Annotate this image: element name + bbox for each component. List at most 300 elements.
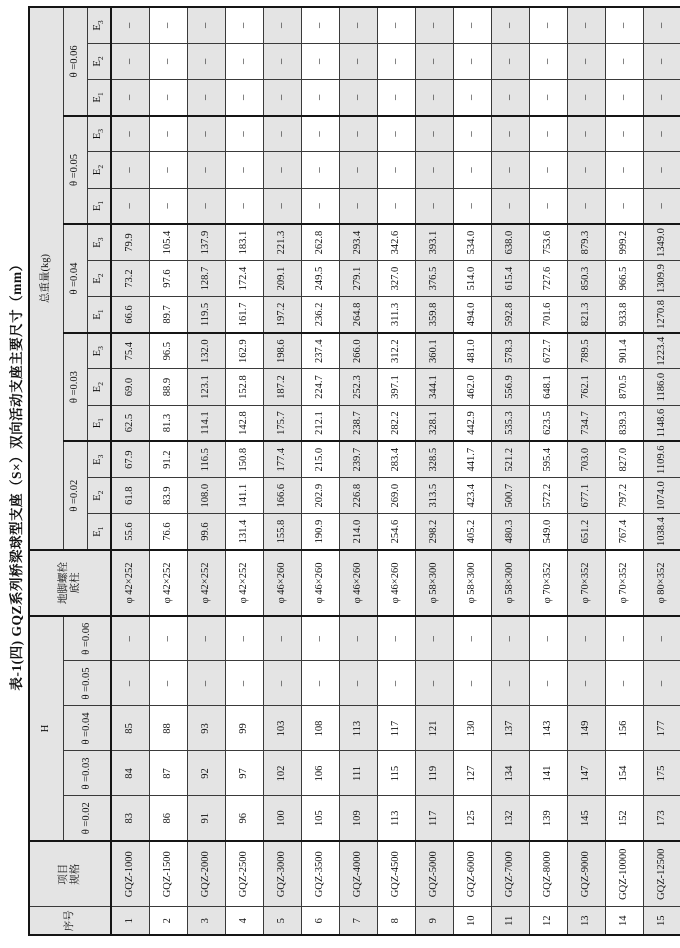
weight-value-cell: 549.0	[529, 514, 567, 550]
weight-value-cell: 269.0	[377, 478, 415, 514]
weight-value-cell: 99.6	[187, 514, 225, 550]
weight-value-cell: –	[643, 80, 680, 116]
weight-value-cell: 592.8	[491, 297, 529, 333]
table-row	[415, 7, 453, 935]
h-value-cell: –	[377, 616, 415, 661]
h-value-cell: 121	[415, 706, 453, 751]
weight-value-cell: 108.0	[187, 478, 225, 514]
weight-value-cell: 190.9	[301, 514, 339, 550]
weight-value-cell: 572.2	[529, 478, 567, 514]
weight-value-cell: –	[529, 80, 567, 116]
weight-value-cell: 360.1	[415, 333, 453, 369]
weight-value-cell: 839.3	[605, 405, 643, 441]
weight-value-cell: 933.8	[605, 297, 643, 333]
header-row-theta	[63, 7, 87, 935]
serial-cell: 3	[187, 907, 225, 935]
weight-value-cell: –	[111, 116, 149, 152]
spec-table	[28, 6, 680, 936]
weight-value-cell: 727.6	[529, 260, 567, 296]
weight-value-cell: 75.4	[111, 333, 149, 369]
col-header-weight-group: 总重量(kg)	[29, 7, 63, 550]
weight-value-cell: 105.4	[149, 224, 187, 260]
weight-value-cell: 249.5	[301, 260, 339, 296]
col-header-e2: $E_2$	[87, 152, 111, 188]
weight-value-cell: 672.7	[529, 333, 567, 369]
h-value-cell: 88	[149, 706, 187, 751]
weight-value-cell: –	[339, 43, 377, 79]
bolt-cell: φ 42×252	[187, 550, 225, 616]
weight-value-cell: –	[415, 43, 453, 79]
weight-value-cell: –	[111, 188, 149, 224]
weight-value-cell: –	[187, 188, 225, 224]
weight-value-cell: –	[301, 116, 339, 152]
weight-value-cell: –	[491, 152, 529, 188]
weight-value-cell: –	[643, 116, 680, 152]
weight-value-cell: 172.4	[225, 260, 263, 296]
bolt-cell: φ 70×352	[605, 550, 643, 616]
weight-value-cell: 61.8	[111, 478, 149, 514]
spec-cell: GQZ-9000	[567, 841, 605, 907]
h-value-cell: 173	[643, 796, 680, 841]
weight-value-cell: 187.2	[263, 369, 301, 405]
h-value-cell: –	[643, 661, 680, 706]
weight-value-cell: –	[225, 7, 263, 43]
col-header-e1: $E_1$	[87, 405, 111, 441]
weight-value-cell: –	[263, 188, 301, 224]
weight-value-cell: 311.3	[377, 297, 415, 333]
serial-cell: 10	[453, 907, 491, 935]
weight-value-cell: 238.7	[339, 405, 377, 441]
weight-value-cell: 67.9	[111, 441, 149, 477]
weight-value-cell: –	[301, 188, 339, 224]
weight-value-cell: 1148.6	[643, 405, 680, 441]
h-value-cell: 154	[605, 751, 643, 796]
weight-value-cell: 535.3	[491, 405, 529, 441]
weight-value-cell: 623.5	[529, 405, 567, 441]
weight-value-cell: 514.0	[453, 260, 491, 296]
weight-value-cell: –	[567, 43, 605, 79]
col-header-h-theta: θ =0.03	[63, 751, 111, 796]
weight-value-cell: –	[339, 80, 377, 116]
weight-value-cell: –	[263, 152, 301, 188]
h-value-cell: 86	[149, 796, 187, 841]
h-value-cell: –	[225, 616, 263, 661]
weight-value-cell: 141.1	[225, 478, 263, 514]
weight-value-cell: –	[529, 116, 567, 152]
h-value-cell: 137	[491, 706, 529, 751]
weight-value-cell: 239.7	[339, 441, 377, 477]
table-row	[225, 7, 263, 935]
weight-value-cell: 442.9	[453, 405, 491, 441]
weight-value-cell: 197.2	[263, 297, 301, 333]
weight-value-cell: –	[453, 7, 491, 43]
weight-value-cell: 162.9	[225, 333, 263, 369]
weight-value-cell: –	[187, 116, 225, 152]
bolt-cell: φ 46×260	[339, 550, 377, 616]
h-value-cell: –	[263, 661, 301, 706]
weight-value-cell: 870.5	[605, 369, 643, 405]
weight-value-cell: 254.6	[377, 514, 415, 550]
h-value-cell: –	[301, 616, 339, 661]
h-value-cell: –	[111, 661, 149, 706]
col-header-e1: $E_1$	[87, 80, 111, 116]
serial-cell: 9	[415, 907, 453, 935]
weight-value-cell: 342.6	[377, 224, 415, 260]
weight-value-cell: 155.8	[263, 514, 301, 550]
weight-value-cell: –	[301, 7, 339, 43]
weight-value-cell: 91.2	[149, 441, 187, 477]
col-header-spec: 项目 规格	[29, 841, 111, 907]
h-value-cell: –	[529, 661, 567, 706]
weight-value-cell: –	[339, 188, 377, 224]
weight-value-cell: 264.8	[339, 297, 377, 333]
h-value-cell: –	[339, 616, 377, 661]
weight-value-cell: 81.3	[149, 405, 187, 441]
serial-cell: 2	[149, 907, 187, 935]
weight-value-cell: –	[377, 152, 415, 188]
weight-value-cell: –	[415, 80, 453, 116]
spec-cell: GQZ-7000	[491, 841, 529, 907]
weight-value-cell: –	[149, 188, 187, 224]
table-title: 表-1(四) GQZ系列桥梁球型支座（S×）双向活动支座主要尺寸（mm）	[9, 257, 24, 691]
weight-value-cell: –	[605, 43, 643, 79]
weight-value-cell: –	[453, 152, 491, 188]
weight-value-cell: 879.3	[567, 224, 605, 260]
weight-value-cell: 161.7	[225, 297, 263, 333]
weight-value-cell: –	[111, 43, 149, 79]
weight-value-cell: 701.6	[529, 297, 567, 333]
h-value-cell: 113	[377, 796, 415, 841]
h-value-cell: 92	[187, 751, 225, 796]
weight-value-cell: –	[301, 80, 339, 116]
weight-value-cell: 279.1	[339, 260, 377, 296]
weight-value-cell: –	[643, 7, 680, 43]
weight-value-cell: –	[491, 116, 529, 152]
table-row	[301, 7, 339, 935]
weight-value-cell: 66.6	[111, 297, 149, 333]
h-value-cell: 93	[187, 706, 225, 751]
weight-value-cell: –	[415, 116, 453, 152]
h-value-cell: 147	[567, 751, 605, 796]
h-value-cell: 156	[605, 706, 643, 751]
table-row	[529, 7, 567, 935]
weight-value-cell: 236.2	[301, 297, 339, 333]
weight-value-cell: 638.0	[491, 224, 529, 260]
weight-value-cell: 298.2	[415, 514, 453, 550]
bolt-cell: φ 58×300	[453, 550, 491, 616]
h-value-cell: 125	[453, 796, 491, 841]
weight-value-cell: 677.1	[567, 478, 605, 514]
weight-value-cell: –	[453, 116, 491, 152]
weight-value-cell: 462.0	[453, 369, 491, 405]
weight-value-cell: –	[263, 7, 301, 43]
bolt-cell: φ 46×260	[377, 550, 415, 616]
weight-value-cell: 282.2	[377, 405, 415, 441]
table-row	[111, 7, 149, 935]
h-value-cell: 106	[301, 751, 339, 796]
col-header-h-theta: θ =0.04	[63, 706, 111, 751]
weight-value-cell: 166.6	[263, 478, 301, 514]
col-header-e1: $E_1$	[87, 297, 111, 333]
h-value-cell: 141	[529, 751, 567, 796]
weight-value-cell: 266.0	[339, 333, 377, 369]
h-value-cell: –	[415, 616, 453, 661]
weight-value-cell: –	[263, 116, 301, 152]
weight-value-cell: 762.1	[567, 369, 605, 405]
h-value-cell: 100	[263, 796, 301, 841]
weight-value-cell: –	[187, 7, 225, 43]
h-value-cell: –	[263, 616, 301, 661]
col-header-e1: $E_1$	[87, 514, 111, 550]
weight-value-cell: 1038.4	[643, 514, 680, 550]
bolt-cell: φ 70×352	[567, 550, 605, 616]
weight-value-cell: –	[491, 7, 529, 43]
weight-value-cell: 556.9	[491, 369, 529, 405]
weight-value-cell: 328.1	[415, 405, 453, 441]
h-value-cell: –	[453, 661, 491, 706]
serial-cell: 11	[491, 907, 529, 935]
weight-value-cell: 152.8	[225, 369, 263, 405]
bolt-cell: φ 58×300	[491, 550, 529, 616]
weight-value-cell: –	[339, 7, 377, 43]
col-header-h-theta: θ =0.02	[63, 796, 111, 841]
table-header	[29, 7, 111, 935]
weight-value-cell: 313.5	[415, 478, 453, 514]
weight-value-cell: –	[529, 43, 567, 79]
weight-value-cell: 578.3	[491, 333, 529, 369]
weight-value-cell: –	[567, 152, 605, 188]
weight-value-cell: 183.1	[225, 224, 263, 260]
table-row	[643, 7, 680, 935]
col-header-e2: $E_2$	[87, 260, 111, 296]
weight-value-cell: 283.4	[377, 441, 415, 477]
weight-value-cell: 376.5	[415, 260, 453, 296]
weight-value-cell: 226.8	[339, 478, 377, 514]
weight-value-cell: 97.6	[149, 260, 187, 296]
weight-value-cell: 237.4	[301, 333, 339, 369]
spec-cell: GQZ-8000	[529, 841, 567, 907]
h-value-cell: 87	[149, 751, 187, 796]
col-header-h-theta: θ =0.05	[63, 661, 111, 706]
weight-value-cell: –	[529, 188, 567, 224]
table-row	[187, 7, 225, 935]
weight-value-cell: 648.1	[529, 369, 567, 405]
weight-value-cell: 1270.8	[643, 297, 680, 333]
h-value-cell: 149	[567, 706, 605, 751]
weight-value-cell: 128.7	[187, 260, 225, 296]
serial-cell: 14	[605, 907, 643, 935]
table-body	[111, 7, 680, 935]
col-header-serial: 序号	[29, 907, 111, 935]
weight-value-cell: –	[377, 7, 415, 43]
h-value-cell: 111	[339, 751, 377, 796]
weight-value-cell: –	[605, 152, 643, 188]
weight-value-cell: 142.8	[225, 405, 263, 441]
weight-value-cell: 114.1	[187, 405, 225, 441]
bolt-cell: φ 58×300	[415, 550, 453, 616]
spec-cell: GQZ-2000	[187, 841, 225, 907]
col-header-e3: $E_3$	[87, 7, 111, 43]
spec-cell: GQZ-10000	[605, 841, 643, 907]
h-value-cell: –	[453, 616, 491, 661]
h-value-cell: 175	[643, 751, 680, 796]
weight-value-cell: 500.7	[491, 478, 529, 514]
spec-cell: GQZ-3500	[301, 841, 339, 907]
weight-value-cell: 797.2	[605, 478, 643, 514]
weight-value-cell: 1349.0	[643, 224, 680, 260]
header-row-groups	[29, 7, 63, 935]
weight-value-cell: 734.7	[567, 405, 605, 441]
h-value-cell: 83	[111, 796, 149, 841]
h-value-cell: 108	[301, 706, 339, 751]
spec-cell: GQZ-3000	[263, 841, 301, 907]
weight-value-cell: 224.7	[301, 369, 339, 405]
weight-value-cell: –	[491, 43, 529, 79]
h-value-cell: 102	[263, 751, 301, 796]
weight-value-cell: –	[111, 80, 149, 116]
bolt-cell: φ 80×352	[643, 550, 680, 616]
h-value-cell: –	[187, 616, 225, 661]
weight-value-cell: 123.1	[187, 369, 225, 405]
weight-value-cell: 252.3	[339, 369, 377, 405]
col-header-bolt: 地脚螺栓 底柱	[29, 550, 111, 616]
weight-value-cell: 76.6	[149, 514, 187, 550]
col-header-h-group: H	[29, 616, 63, 841]
weight-value-cell: –	[377, 188, 415, 224]
serial-cell: 12	[529, 907, 567, 935]
weight-value-cell: –	[263, 80, 301, 116]
serial-cell: 5	[263, 907, 301, 935]
weight-value-cell: –	[149, 7, 187, 43]
weight-value-cell: 423.4	[453, 478, 491, 514]
weight-value-cell: 214.0	[339, 514, 377, 550]
weight-value-cell: 96.5	[149, 333, 187, 369]
weight-value-cell: 595.4	[529, 441, 567, 477]
bolt-cell: φ 42×252	[225, 550, 263, 616]
col-header-e2: $E_2$	[87, 43, 111, 79]
weight-value-cell: –	[567, 116, 605, 152]
h-value-cell: –	[643, 616, 680, 661]
h-value-cell: –	[491, 661, 529, 706]
weight-value-cell: –	[339, 116, 377, 152]
h-value-cell: 152	[605, 796, 643, 841]
weight-value-cell: –	[453, 80, 491, 116]
weight-value-cell: 198.6	[263, 333, 301, 369]
weight-value-cell: –	[263, 43, 301, 79]
weight-value-cell: 83.9	[149, 478, 187, 514]
table-row	[605, 7, 643, 935]
weight-value-cell: –	[415, 7, 453, 43]
h-value-cell: –	[605, 616, 643, 661]
weight-value-cell: 132.0	[187, 333, 225, 369]
weight-value-cell: 827.0	[605, 441, 643, 477]
weight-value-cell: –	[111, 7, 149, 43]
spec-cell: GQZ-12500	[643, 841, 680, 907]
weight-value-cell: 137.9	[187, 224, 225, 260]
weight-value-cell: –	[605, 116, 643, 152]
weight-value-cell: 753.6	[529, 224, 567, 260]
h-value-cell: 97	[225, 751, 263, 796]
h-value-cell: 105	[301, 796, 339, 841]
weight-value-cell: 999.2	[605, 224, 643, 260]
weight-value-cell: 1309.9	[643, 260, 680, 296]
col-header-e3: $E_3$	[87, 224, 111, 260]
weight-value-cell: –	[149, 152, 187, 188]
h-value-cell: 143	[529, 706, 567, 751]
weight-value-cell: 202.9	[301, 478, 339, 514]
weight-value-cell: 651.2	[567, 514, 605, 550]
h-value-cell: 117	[415, 796, 453, 841]
weight-value-cell: –	[529, 152, 567, 188]
weight-value-cell: 177.4	[263, 441, 301, 477]
h-value-cell: –	[187, 661, 225, 706]
weight-value-cell: 150.8	[225, 441, 263, 477]
h-value-cell: –	[415, 661, 453, 706]
weight-value-cell: 119.5	[187, 297, 225, 333]
weight-value-cell: 69.0	[111, 369, 149, 405]
weight-value-cell: 359.8	[415, 297, 453, 333]
bolt-cell: φ 42×252	[111, 550, 149, 616]
spec-cell: GQZ-1500	[149, 841, 187, 907]
weight-value-cell: –	[225, 152, 263, 188]
weight-value-cell: –	[301, 152, 339, 188]
weight-value-cell: –	[339, 152, 377, 188]
col-header-weight-theta: θ =0.04	[63, 224, 87, 333]
weight-value-cell: –	[415, 188, 453, 224]
weight-value-cell: 850.3	[567, 260, 605, 296]
h-value-cell: 134	[491, 751, 529, 796]
h-value-cell: 130	[453, 706, 491, 751]
h-value-cell: –	[339, 661, 377, 706]
serial-cell: 4	[225, 907, 263, 935]
serial-cell: 7	[339, 907, 377, 935]
weight-value-cell: –	[225, 80, 263, 116]
col-header-e3: $E_3$	[87, 116, 111, 152]
col-header-weight-theta: θ =0.05	[63, 116, 87, 225]
h-value-cell: 96	[225, 796, 263, 841]
weight-value-cell: –	[453, 43, 491, 79]
h-value-cell: –	[567, 616, 605, 661]
spec-cell: GQZ-4500	[377, 841, 415, 907]
h-value-cell: 139	[529, 796, 567, 841]
weight-value-cell: 480.3	[491, 514, 529, 550]
weight-value-cell: 175.7	[263, 405, 301, 441]
bolt-cell: φ 42×252	[149, 550, 187, 616]
weight-value-cell: –	[149, 43, 187, 79]
serial-cell: 1	[111, 907, 149, 935]
table-row	[491, 7, 529, 935]
weight-value-cell: 393.1	[415, 224, 453, 260]
table-row	[567, 7, 605, 935]
weight-value-cell: –	[225, 43, 263, 79]
spec-cell: GQZ-4000	[339, 841, 377, 907]
h-value-cell: –	[605, 661, 643, 706]
bolt-cell: φ 46×260	[263, 550, 301, 616]
weight-value-cell: 293.4	[339, 224, 377, 260]
weight-value-cell: 88.9	[149, 369, 187, 405]
weight-value-cell: 344.1	[415, 369, 453, 405]
weight-value-cell: –	[605, 188, 643, 224]
weight-value-cell: 534.0	[453, 224, 491, 260]
h-value-cell: –	[567, 661, 605, 706]
weight-value-cell: –	[605, 7, 643, 43]
h-value-cell: –	[149, 616, 187, 661]
weight-value-cell: 901.4	[605, 333, 643, 369]
weight-value-cell: 441.7	[453, 441, 491, 477]
col-header-h-theta: θ =0.06	[63, 616, 111, 661]
weight-value-cell: 789.5	[567, 333, 605, 369]
weight-value-cell: 1186.0	[643, 369, 680, 405]
